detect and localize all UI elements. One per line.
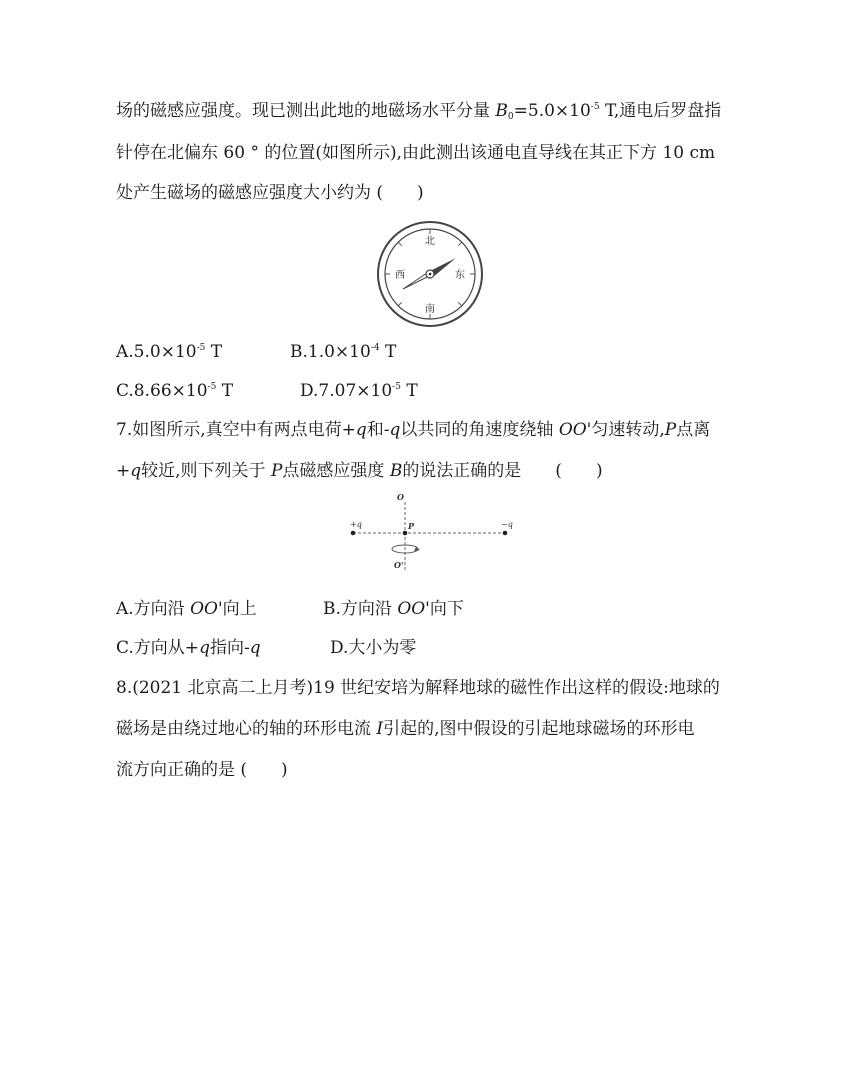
b0-symbol: B bbox=[495, 101, 508, 121]
q7-option-c-pre: C.方向从+ bbox=[116, 638, 200, 658]
q6-option-b[interactable] bbox=[290, 340, 396, 364]
q7-q-symbol-2: q bbox=[389, 420, 401, 440]
q8-text-line-1: 8.(2021 北京高二上月考)19 世纪安培为解释地球的磁性作出这样的假设:地球的 bbox=[116, 678, 720, 698]
q6-option-b-post: T bbox=[379, 342, 397, 362]
q7-option-b-pre: B.方向沿 bbox=[323, 599, 398, 619]
q7-l1-c: 以共同的角速度绕轴 bbox=[400, 420, 559, 440]
q6-option-a-post: T bbox=[205, 342, 223, 362]
q7-option-a-post: 向上 bbox=[222, 599, 257, 619]
q6-option-a[interactable] bbox=[116, 340, 222, 364]
q6-option-b-pre: B.1.0×10 bbox=[290, 342, 371, 362]
q6-option-c-pre: C.8.66×10 bbox=[116, 381, 208, 401]
compass-figure bbox=[376, 220, 484, 328]
p-point-dot bbox=[403, 531, 408, 536]
minus-charge-dot bbox=[503, 531, 508, 536]
q7-q-symbol-3: q bbox=[130, 461, 142, 481]
q7-l1-d: 匀速转动, bbox=[591, 420, 665, 440]
q7-option-b[interactable] bbox=[323, 597, 464, 621]
q7-text-line-1 bbox=[116, 418, 710, 442]
q6-line1-text-a: 场的磁感应强度。现已测出此地的地磁场水平分量 bbox=[116, 101, 496, 121]
minus-q-label: −q bbox=[501, 520, 513, 529]
plus-q-label: +q bbox=[350, 520, 362, 529]
q7-l2-b: 较近,则下列关于 bbox=[141, 461, 271, 481]
q6-option-d-exp: -5 bbox=[392, 382, 401, 392]
q7-l1-b: 和- bbox=[366, 420, 390, 440]
q7-l1-a: 7.如图所示,真空中有两点电荷+ bbox=[116, 420, 356, 440]
q6-option-c-exp: -5 bbox=[207, 382, 217, 392]
q7-option-d[interactable]: D.大小为零 bbox=[330, 638, 417, 658]
compass-east-label: 东 bbox=[455, 270, 465, 281]
q8-text-line-2 bbox=[116, 717, 695, 741]
q7-q-symbol-1: q bbox=[355, 420, 367, 440]
plus-charge-dot bbox=[351, 531, 356, 536]
compass-north-label: 北 bbox=[425, 236, 435, 247]
q6-text-line-2: 针停在北偏东 60 ° 的位置(如图所示),由此测出该通电直导线在其正下方 10 cm bbox=[116, 143, 716, 163]
q7-axis-symbol: OO' bbox=[558, 420, 592, 440]
q8-line2-b: 引起的,图中假设的引起地球磁场的环形电 bbox=[383, 719, 695, 739]
q6-option-c-post: T bbox=[216, 381, 234, 401]
q7-option-a[interactable] bbox=[116, 597, 257, 621]
q7-l1-e: 点离 bbox=[676, 420, 711, 440]
q7-l2-d: 的说法正确的是 ( ) bbox=[402, 461, 603, 481]
compass-west-label: 西 bbox=[395, 270, 405, 281]
q6-option-b-exp: -4 bbox=[370, 343, 380, 353]
q7-option-b-post: 向下 bbox=[429, 599, 464, 619]
compass-south-label: 南 bbox=[425, 304, 435, 315]
q8-i-symbol: I bbox=[376, 719, 384, 739]
p-label: P bbox=[408, 521, 415, 531]
axis-top-label: O bbox=[397, 492, 404, 502]
q7-l2-c: 点磁感应强度 bbox=[282, 461, 390, 481]
q6-option-d-post: T bbox=[400, 381, 418, 401]
q7-option-c-mid: 指向- bbox=[209, 638, 250, 658]
q7-option-b-axis: OO' bbox=[397, 599, 430, 619]
q6-text-line-3: 处产生磁场的磁感应强度大小约为 ( ) bbox=[116, 183, 424, 203]
axis-bottom-label: O' bbox=[394, 560, 404, 570]
q8-text-line-3: 流方向正确的是 ( ) bbox=[116, 760, 288, 780]
q6-line1-exponent: -5 bbox=[590, 102, 600, 112]
q6-text-line-1 bbox=[116, 99, 721, 123]
charges-axis-figure bbox=[340, 488, 520, 584]
q7-option-c[interactable] bbox=[116, 636, 261, 660]
q7-option-c-q1: q bbox=[199, 638, 210, 658]
q7-l2-a: + bbox=[116, 461, 131, 481]
q6-option-c[interactable] bbox=[116, 379, 233, 403]
q7-option-a-axis: OO' bbox=[190, 599, 223, 619]
q7-p-symbol-1: P bbox=[664, 420, 677, 440]
q6-option-a-exp: -5 bbox=[196, 343, 206, 353]
q6-option-d[interactable] bbox=[300, 379, 418, 403]
q8-line2-a: 磁场是由绕过地心的轴的环形电流 bbox=[116, 719, 377, 739]
q7-option-c-q2: q bbox=[249, 638, 261, 658]
q6-option-a-pre: A.5.0×10 bbox=[116, 342, 197, 362]
q6-line1-text-b: =5.0×10 bbox=[513, 101, 591, 121]
q7-text-line-2 bbox=[116, 459, 603, 483]
q7-b-symbol: B bbox=[389, 461, 403, 481]
q7-p-symbol-2: P bbox=[270, 461, 283, 481]
b0-subscript: 0 bbox=[507, 112, 514, 122]
q7-option-a-pre: A.方向沿 bbox=[116, 599, 191, 619]
q6-line1-text-c: T,通电后罗盘指 bbox=[599, 101, 722, 121]
q6-option-d-pre: D.7.07×10 bbox=[300, 381, 393, 401]
